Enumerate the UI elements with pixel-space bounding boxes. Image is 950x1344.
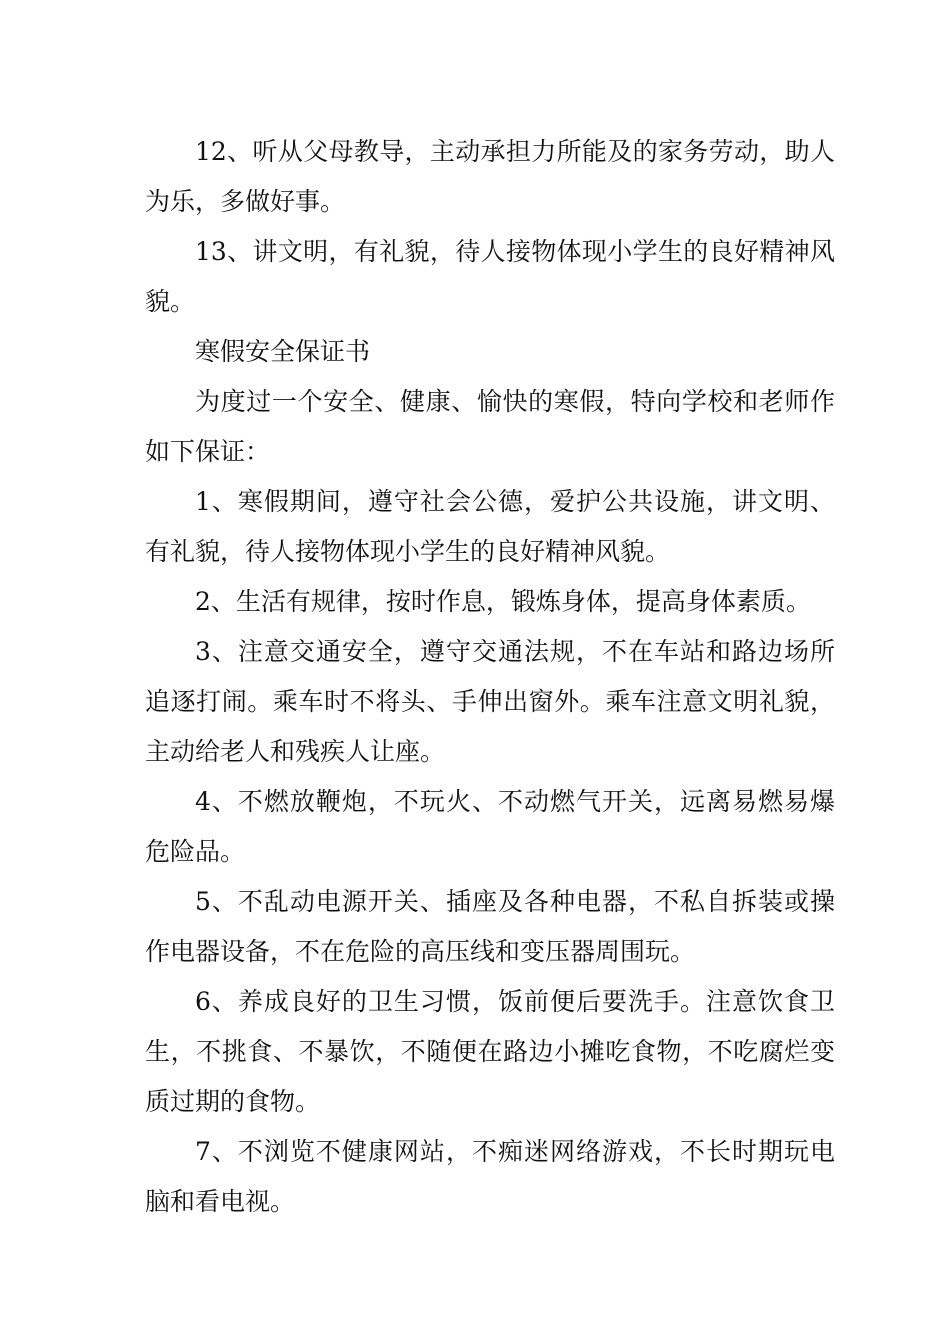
document-body: [145, 127, 835, 1227]
intro-paragraph: 为度过一个安全、健康、愉快的寒假，特向学校和老师作如下保证：: [145, 387, 835, 466]
paragraph-item-13: 13、讲文明，有礼貌，待人接物体现小学生的良好精神风貌。: [145, 237, 835, 316]
section-heading: 寒假安全保证书: [195, 337, 371, 366]
paragraph-item-2: 2、生活有规律，按时作息，锻炼身体，提高身体素质。: [195, 587, 811, 616]
paragraph-item-12: 12、听从父母教导，主动承担力所能及的家务劳动，助人为乐，多做好事。: [145, 137, 835, 216]
paragraph-item-6: 6、养成良好的卫生习惯，饭前便后要洗手。注意饮食卫生，不挑食、不暴饮，不随便在路边小摊吃食物，不吃腐烂变质过期的食物。: [145, 987, 835, 1116]
paragraph-item-7: 7、不浏览不健康网站，不痴迷网络游戏，不长时期玩电脑和看电视。: [145, 1137, 835, 1216]
paragraph-item-1: 1、寒假期间，遵守社会公德，爱护公共设施，讲文明、有礼貌，待人接物体现小学生的良好精神风貌。: [145, 487, 835, 566]
paragraph-item-5: 5、不乱动电源开关、插座及各种电器，不私自拆装或操作电器设备，不在危险的高压线和变压器周围玩。: [145, 887, 835, 966]
paragraph-item-4: 4、不燃放鞭炮，不玩火、不动燃气开关，远离易燃易爆危险品。: [145, 787, 835, 866]
paragraph-item-3: 3、注意交通安全，遵守交通法规，不在车站和路边场所追逐打闹。乘车时不将头、手伸出窗外。乘车注意文明礼貌，主动给老人和残疾人让座。: [145, 637, 835, 766]
